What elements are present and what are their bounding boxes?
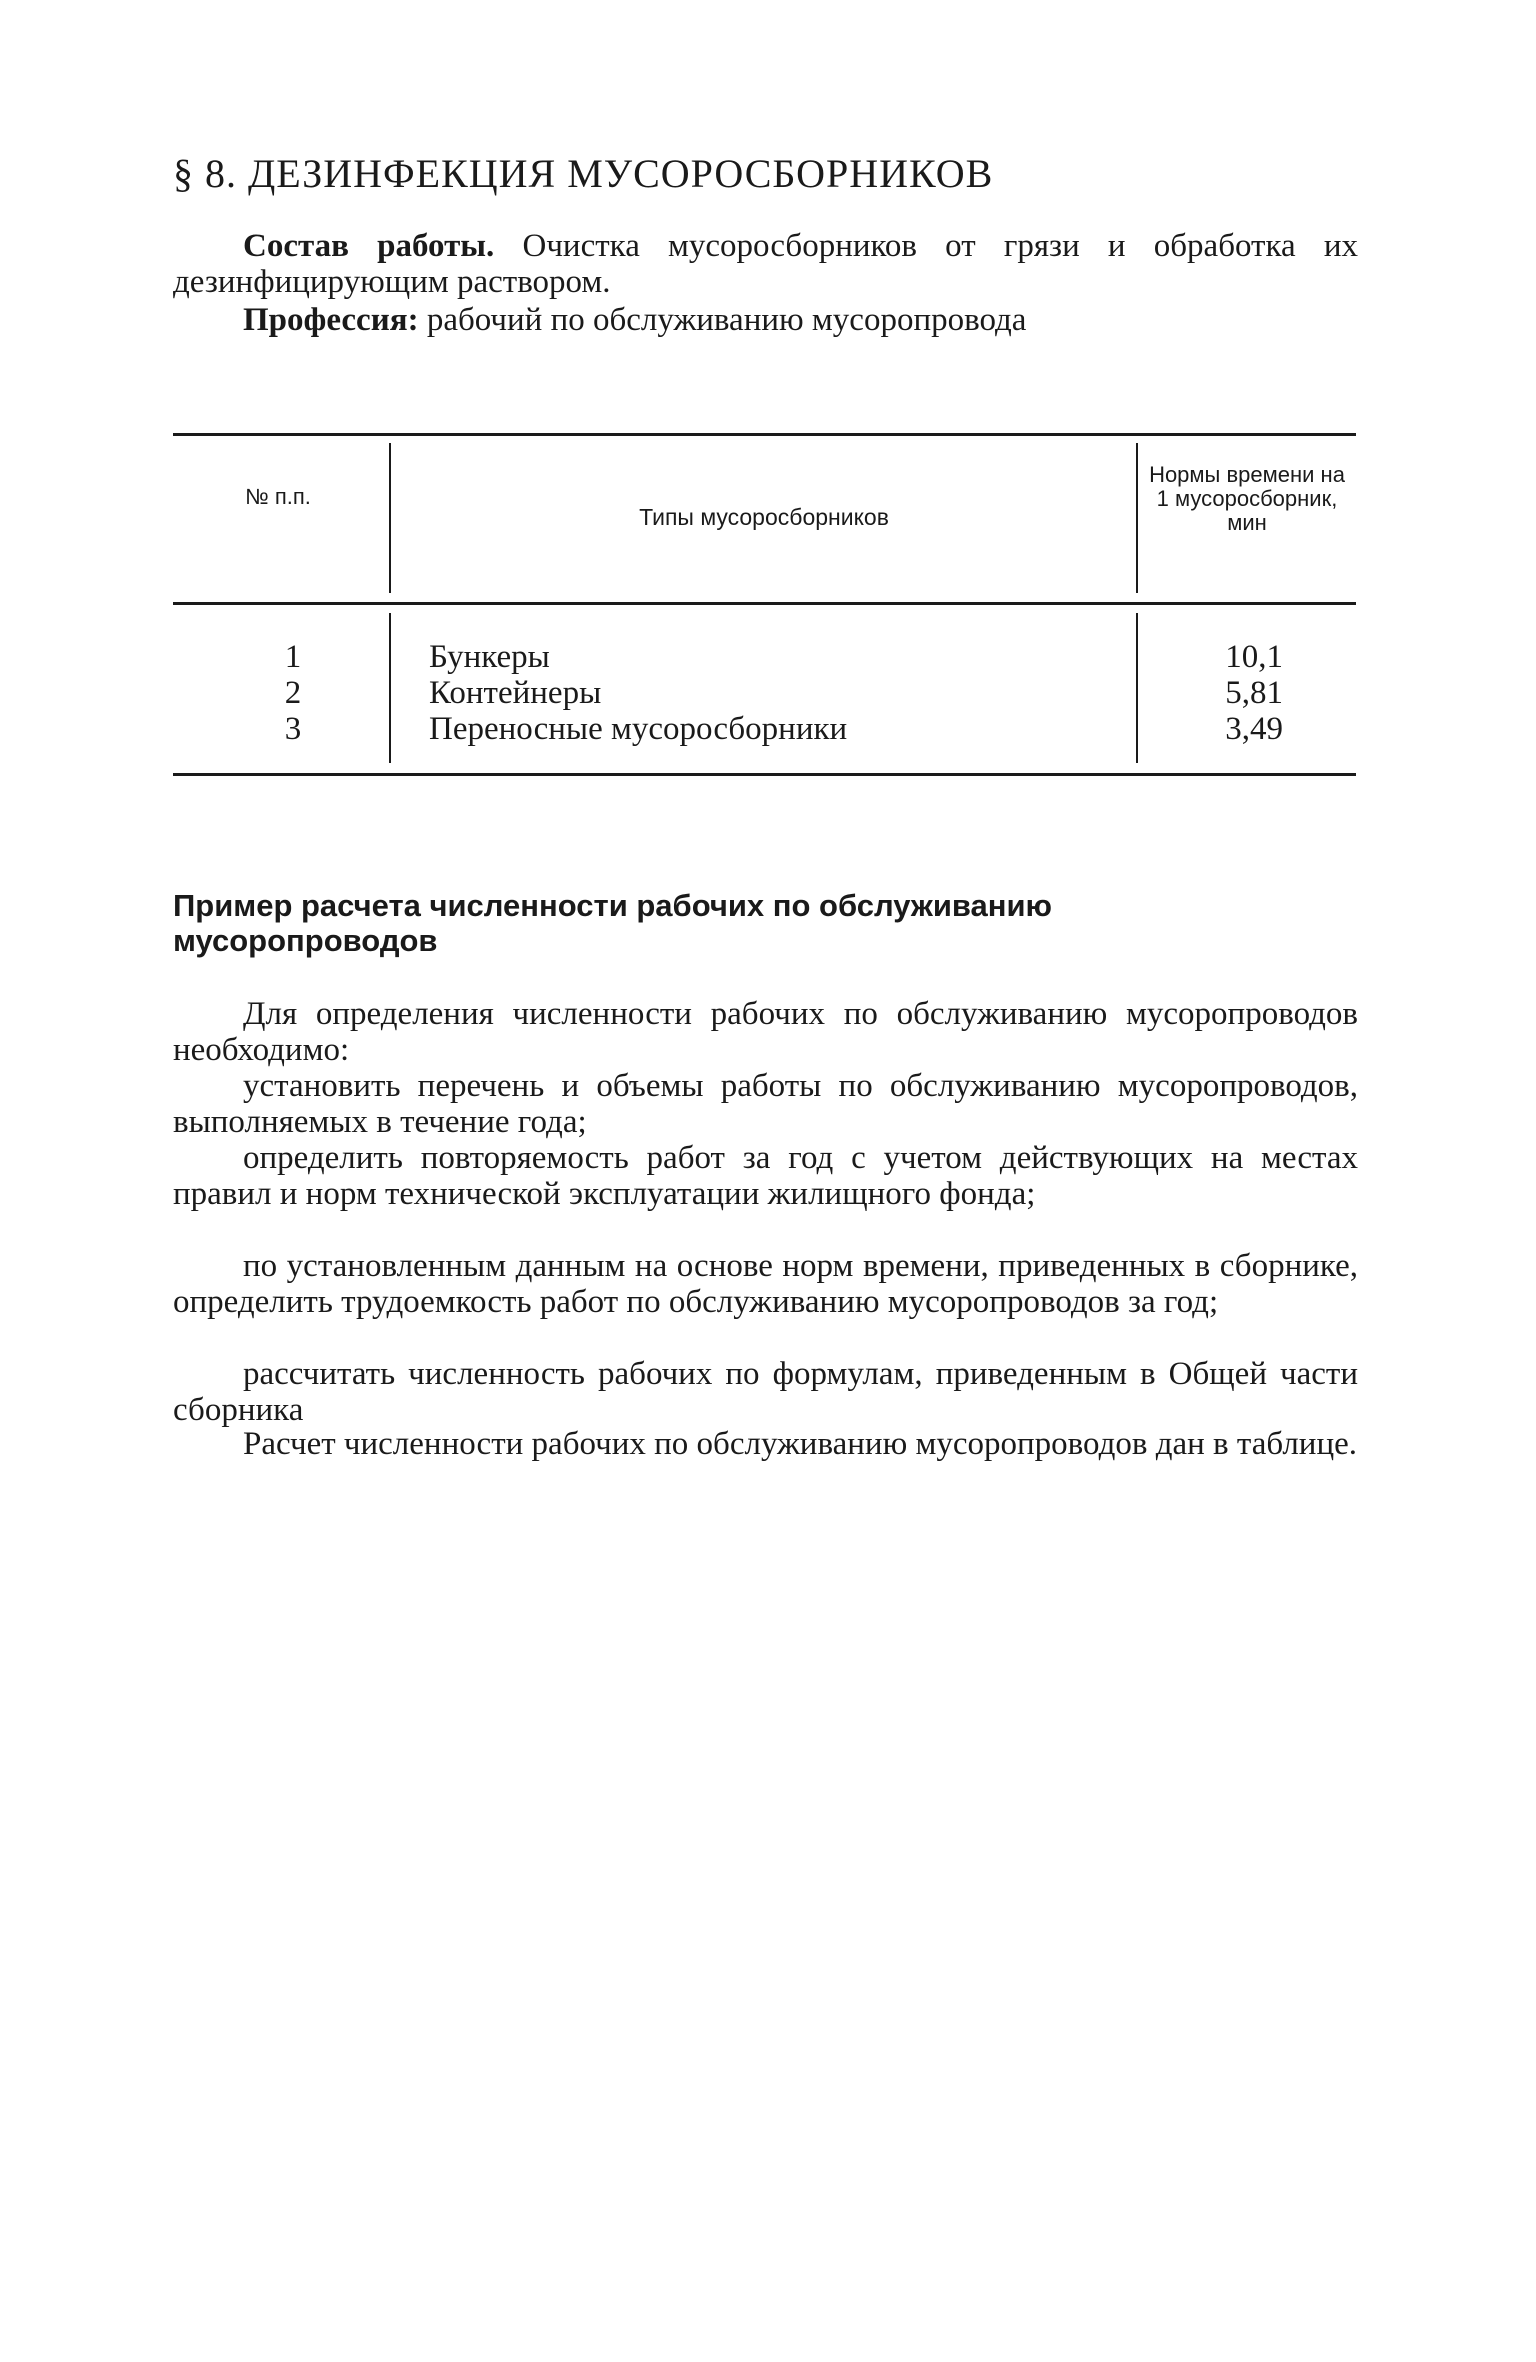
column-divider <box>389 443 391 593</box>
composition-paragraph <box>173 228 1358 300</box>
row-value: 10,1 <box>1225 639 1283 675</box>
column-divider <box>389 613 391 763</box>
profession-text: рабочий по обслуживанию мусоропровода <box>426 302 1027 338</box>
example-paragraph: определить повторяемость работ за год с учетом действующих на местах правил и норм технической эксплуатации жилищного фонда; <box>173 1140 1358 1212</box>
example-paragraph: установить перечень и объемы работы по обслуживанию мусоропроводов, выполняемых в течение года; <box>173 1068 1358 1140</box>
example-title: Пример расчета численности рабочих по обслуживанию мусоропроводов <box>173 888 1053 958</box>
profession-paragraph <box>173 302 1358 338</box>
row-value: 5,81 <box>1225 675 1283 711</box>
row-num: 1 <box>284 639 302 675</box>
composition-label: Состав работы. <box>243 228 495 264</box>
example-paragraph: рассчитать численность рабочих по формулам, приведенным в Общей части сборника <box>173 1356 1358 1428</box>
header-num: № п.п. <box>245 484 311 509</box>
header-norm: Нормы времени на 1 мусоросборник, мин <box>1149 462 1345 535</box>
row-type: Контейнеры <box>429 675 602 711</box>
row-value: 3,49 <box>1225 711 1283 747</box>
table-top-rule <box>173 433 1356 436</box>
composition-text: Очистка мусоросборников от грязи и обработка их дезинфицирующим раствором. <box>173 228 1358 300</box>
example-paragraph: Расчет численности рабочих по обслуживанию мусоропроводов дан в таблице. <box>243 1426 1358 1462</box>
column-divider <box>1136 613 1138 763</box>
column-divider <box>1136 443 1138 593</box>
header-type: Типы мусоросборников <box>639 504 889 530</box>
row-type: Переносные мусоросборники <box>429 711 848 747</box>
profession-label: Профессия: <box>243 302 419 338</box>
row-type: Бункеры <box>429 639 550 675</box>
table-header-rule <box>173 602 1356 605</box>
table-bottom-rule <box>173 773 1356 776</box>
norms-table <box>173 433 1356 775</box>
example-paragraph: по установленным данным на основе норм времени, приведенных в сборнике, определить трудоемкость работ по обслуживанию мусоропроводов за год; <box>173 1248 1358 1320</box>
example-paragraph: Для определения численности рабочих по обслуживанию мусоропроводов необходимо: <box>173 996 1358 1068</box>
row-num: 2 <box>284 675 302 711</box>
section-heading: § 8. ДЕЗИНФЕКЦИЯ МУСОРОСБОРНИКОВ <box>173 151 994 196</box>
row-num: 3 <box>284 711 302 747</box>
